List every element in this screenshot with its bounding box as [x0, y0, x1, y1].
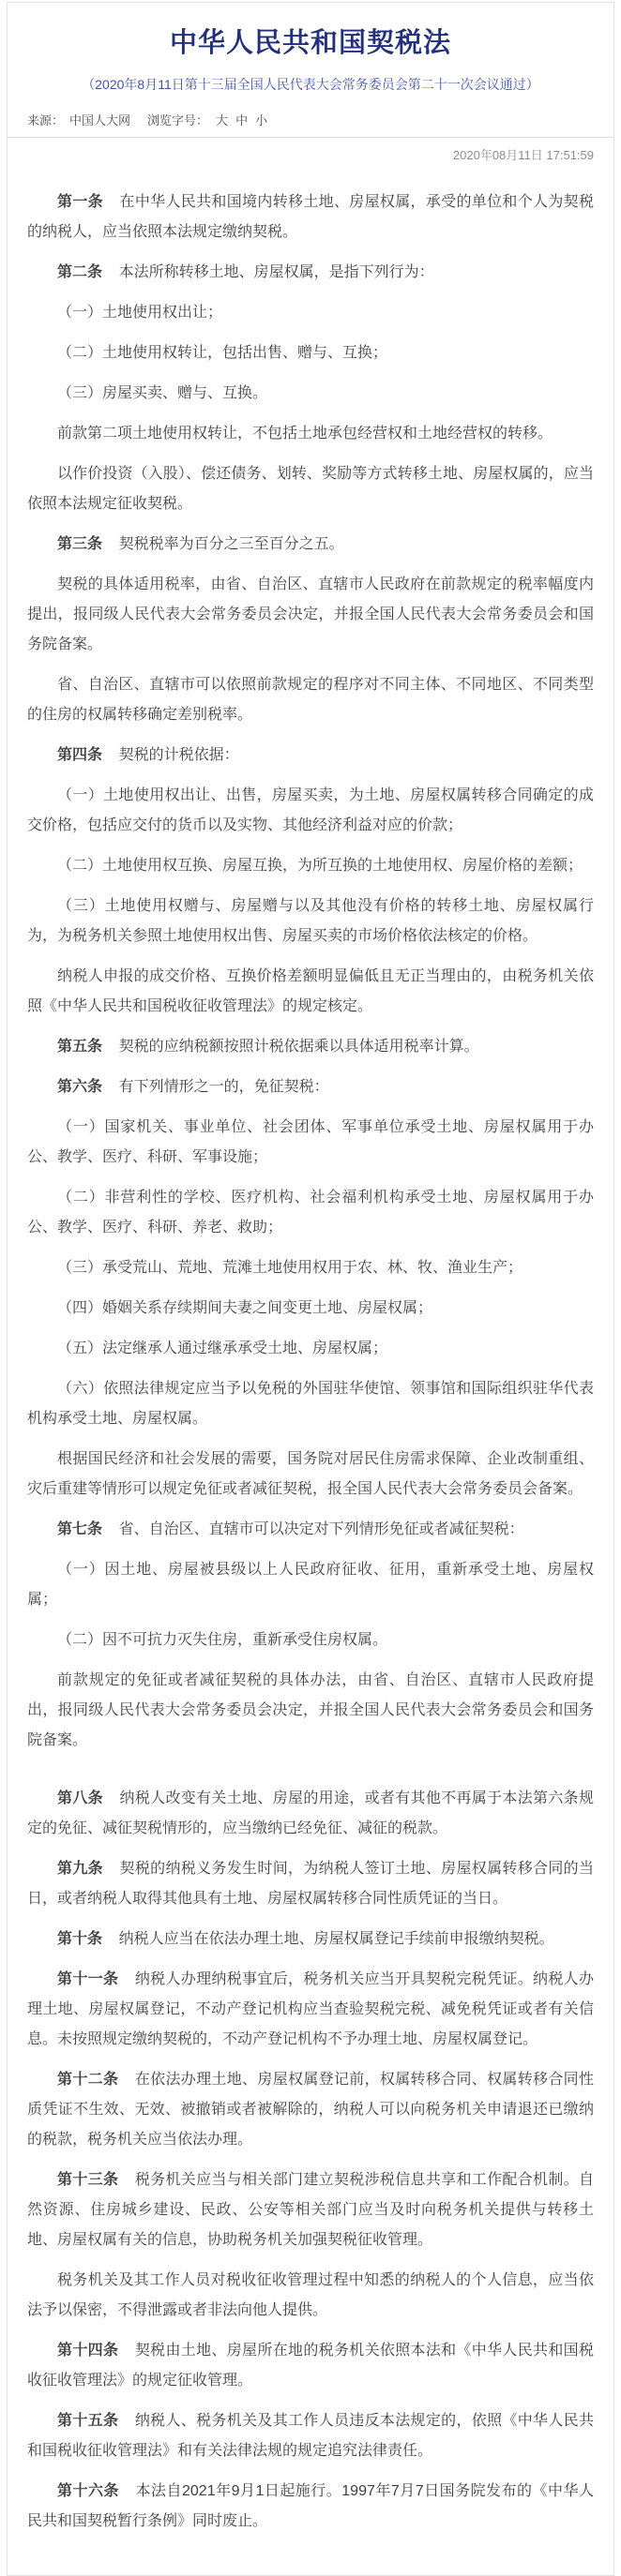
article-paragraph — [27, 2165, 594, 2255]
article-number: 第一条 — [57, 194, 103, 210]
article-number: 第三条 — [57, 536, 103, 552]
paragraph-text: 契税税率为百分之三至百分之五。 — [118, 536, 344, 552]
meta-row — [27, 111, 594, 128]
paragraph — [27, 1253, 594, 1283]
article-paragraph — [27, 1032, 594, 1062]
article-paragraph — [27, 1965, 594, 2055]
paragraph-text: （二）因不可抗力灭失住房，重新承受住房权属。 — [57, 1632, 388, 1648]
article-paragraph — [27, 530, 594, 560]
paragraph-text: （三）土地使用权赠与、房屋赠与以及其他没有价格的转移土地、房屋权属行为，为税务机关参照土地使用权出售、房屋买卖的市场价格依法核定的价格。 — [27, 898, 594, 944]
paragraph-text: 纳税人改变有关土地、房屋的用途，或者有其他不再属于本法第六条规定的免征、减征契税情形的，应当缴纳已经免征、减征的税款。 — [27, 1790, 594, 1836]
paragraph-text: 契税的纳税义务发生时间，为纳税人签订土地、房屋权属转移合同的当日，或者纳税人取得其他具有土地、房屋权属转移合同性质凭证的当日。 — [27, 1861, 594, 1907]
paragraph-text: （二）土地使用权互换、房屋互换，为所互换的土地使用权、房屋价格的差额； — [57, 858, 583, 874]
paragraph — [27, 1555, 594, 1615]
fontsize-label: 浏览字号： — [147, 113, 209, 127]
paragraph-text: 前款规定的免征或者减征契税的具体办法，由省、自治区、直辖市人民政府提出，报同级人民代表大会常务委员会决定，并报全国人民代表大会常务委员会和国务院备案。 — [27, 1672, 594, 1748]
paragraph-text: 本法所称转移土地、房屋权属，是指下列行为： — [118, 264, 434, 280]
paragraph — [27, 298, 594, 328]
article-paragraph — [27, 1515, 594, 1545]
article-paragraph — [27, 741, 594, 771]
paragraph-text: 税务机关应当与相关部门建立契税涉税信息共享和工作配合机制。自然资源、住房城乡建设、民政、公安等相关部门应当及时向税务机关提供与转移土地、房屋权属有关的信息，协助税务机关加强契税征收管理。 — [27, 2172, 594, 2248]
paragraph — [27, 1374, 594, 1434]
article-number: 第十二条 — [57, 2072, 119, 2088]
paragraph — [27, 670, 594, 730]
source-value: 中国人大网 — [69, 113, 131, 127]
paragraph — [27, 459, 594, 519]
paragraph — [27, 962, 594, 1022]
paragraph — [27, 1666, 594, 1756]
paragraph-text: 省、自治区、直辖市可以决定对下列情形免征或者减征契税： — [118, 1521, 524, 1537]
article-number: 第七条 — [57, 1521, 103, 1537]
article-paragraph — [27, 1925, 594, 1954]
paragraph-text: 在依法办理土地、房屋权属登记前，权属转移合同、权属转移合同性质凭证不生效、无效、被撤销或者被解除的，纳税人可以向税务机关申请退还已缴纳的税款，税务机关应当依法办理。 — [27, 2072, 594, 2148]
article-paragraph — [27, 2336, 594, 2396]
paragraph-text: 在中华人民共和国境内转移土地、房屋权属，承受的单位和个人为契税的纳税人，应当依照本法规定缴纳契税。 — [27, 194, 594, 240]
paragraph — [27, 781, 594, 841]
paragraph — [27, 1294, 594, 1324]
paragraph — [27, 419, 594, 449]
paragraph — [27, 1334, 594, 1364]
paragraph-text: （一）土地使用权出让； — [57, 305, 223, 321]
paragraph-text: 本法自2021年9月1日起施行。1997年7月7日国务院发布的《中华人民共和国契税暂行条例》同时废止。 — [27, 2483, 594, 2529]
paragraph — [27, 1625, 594, 1655]
paragraph-text: 省、自治区、直辖市可以依照前款规定的程序对不同主体、不同地区、不同类型的住房的权属转移确定差别税率。 — [27, 677, 594, 723]
paragraph-text: 纳税人申报的成交价格、互换价格差额明显偏低且无正当理由的，由税务机关依照《中华人民共和国税收征收管理法》的规定核定。 — [27, 968, 594, 1014]
paragraph-text: 契税由土地、房屋所在地的税务机关依照本法和《中华人民共和国税收征收管理法》的规定征收管理。 — [27, 2343, 594, 2389]
publish-timestamp: 2020年08月11日 17:51:59 — [452, 148, 594, 162]
article-paragraph — [27, 2477, 594, 2537]
law-body — [27, 187, 594, 2537]
paragraph-text: （三）承受荒山、荒地、荒滩土地使用权用于农、林、牧、渔业生产； — [57, 1260, 523, 1276]
paragraph-text: （一）国家机关、事业单位、社会团体、军事单位承受土地、房屋权属用于办公、教学、医疗、科研、军事设施； — [27, 1119, 594, 1165]
paragraph-text: （二）土地使用权转让，包括出售、赠与、互换； — [57, 345, 388, 361]
article-number: 第九条 — [57, 1861, 103, 1877]
page-title: 中华人民共和国契税法 — [169, 28, 451, 58]
source-label: 来源： — [27, 113, 65, 127]
paragraph-text: 前款第二项土地使用权转让，不包括土地承包经营权和土地经营权的转移。 — [57, 426, 553, 442]
paragraph-text: （二）非营利性的学校、医疗机构、社会福利机构承受土地、房屋权属用于办公、教学、医疗、科研、养老、救助； — [27, 1190, 594, 1236]
paragraph — [27, 570, 594, 660]
paragraph-text: （六）依照法律规定应当予以免税的外国驻华使馆、领事馆和国际组织驻华代表机构承受土地、房屋权属。 — [27, 1381, 594, 1427]
paragraph — [27, 1183, 594, 1243]
paragraph-text: 有下列情形之一的，免征契税： — [118, 1079, 329, 1095]
fontsize-medium-button[interactable]: 中 — [235, 113, 249, 127]
fontsize-options — [208, 113, 267, 127]
article-paragraph — [27, 2065, 594, 2155]
paragraph — [27, 891, 594, 951]
paragraph-text: （一）土地使用权出让、出售，房屋买卖，为土地、房屋权属转移合同确定的成交价格，包括应交付的货币以及实物、其他经济利益对应的价款； — [27, 787, 594, 833]
article-paragraph — [27, 1784, 594, 1844]
paragraph-text: （一）因土地、房屋被县级以上人民政府征收、征用，重新承受土地、房屋权属； — [27, 1562, 594, 1608]
paragraph-text: 契税的具体适用税率，由省、自治区、直辖市人民政府在前款规定的税率幅度内提出，报同级人民代表大会常务委员会决定，并报全国人民代表大会常务委员会和国务院备案。 — [27, 577, 594, 652]
fontsize-large-button[interactable]: 大 — [216, 113, 229, 127]
paragraph — [27, 379, 594, 409]
fontsize-small-button[interactable]: 小 — [255, 113, 268, 127]
paragraph — [27, 338, 594, 368]
article-number: 第十六条 — [57, 2483, 119, 2499]
paragraph-text: 以作价投资（入股）、偿还债务、划转、奖励等方式转移土地、房屋权属的，应当依照本法规定征收契税。 — [27, 466, 594, 512]
paragraph — [27, 1113, 594, 1173]
paragraph-text: （五）法定继承人通过继承承受土地、房屋权属； — [57, 1340, 388, 1356]
article-paragraph — [27, 2406, 594, 2466]
article-number: 第十一条 — [57, 1971, 119, 1987]
article-number: 第八条 — [57, 1790, 103, 1806]
article-number: 第十五条 — [57, 2413, 119, 2429]
paragraph-text: 契税的应纳税额按照计税依据乘以具体适用税率计算。 — [118, 1039, 479, 1055]
paragraph-text: 税务机关及其工作人员对税收征收管理过程中知悉的纳税人的个人信息，应当依法予以保密，不得泄露或者非法向他人提供。 — [27, 2272, 594, 2318]
paragraph — [27, 851, 594, 881]
article-paragraph — [27, 1854, 594, 1914]
article-paragraph — [27, 258, 594, 288]
article-number: 第十条 — [57, 1931, 103, 1947]
article-paragraph — [27, 1072, 594, 1102]
paragraph-text: 契税的计税依据： — [118, 747, 239, 763]
paragraph-text: 纳税人、税务机关及其工作人员违反本法规定的，依照《中华人民共和国税收征收管理法》和有关法律法规的规定追究法律责任。 — [27, 2413, 594, 2459]
page-subtitle: （2020年8月11日第十三届全国人民代表大会常务委员会第二十一次会议通过） — [82, 77, 539, 92]
paragraph-text: 纳税人应当在依法办理土地、房屋权属登记手续前申报缴纳契税。 — [118, 1931, 554, 1947]
law-document-page — [7, 2, 614, 2576]
article-number: 第六条 — [57, 1079, 103, 1095]
article-number: 第五条 — [57, 1039, 103, 1055]
article-paragraph — [27, 187, 594, 247]
paragraph-text: （三）房屋买卖、赠与、互换。 — [57, 385, 268, 401]
paragraph-text: （四）婚姻关系存续期间夫妻之间变更土地、房屋权属； — [57, 1300, 433, 1316]
article-number: 第四条 — [57, 747, 103, 763]
paragraph-text: 纳税人办理纳税事宜后，税务机关应当开具契税完税凭证。纳税人办理土地、房屋权属登记，不动产登记机构应当查验契税完税、减免税凭证或者有关信息。未按照规定缴纳契税的，不动产登记机构不予办理土地、房屋权属登记。 — [27, 1971, 594, 2047]
paragraph — [27, 2266, 594, 2326]
paragraph — [27, 1445, 594, 1505]
article-number: 第十四条 — [57, 2343, 119, 2359]
paragraph-text: 根据国民经济和社会发展的需要，国务院对居民住房需求保障、企业改制重组、灾后重建等情形可以规定免征或者减征契税，报全国人民代表大会常务委员会备案。 — [27, 1451, 594, 1497]
meta-divider — [8, 137, 613, 138]
article-number: 第十三条 — [57, 2172, 119, 2188]
article-number: 第二条 — [57, 264, 103, 280]
